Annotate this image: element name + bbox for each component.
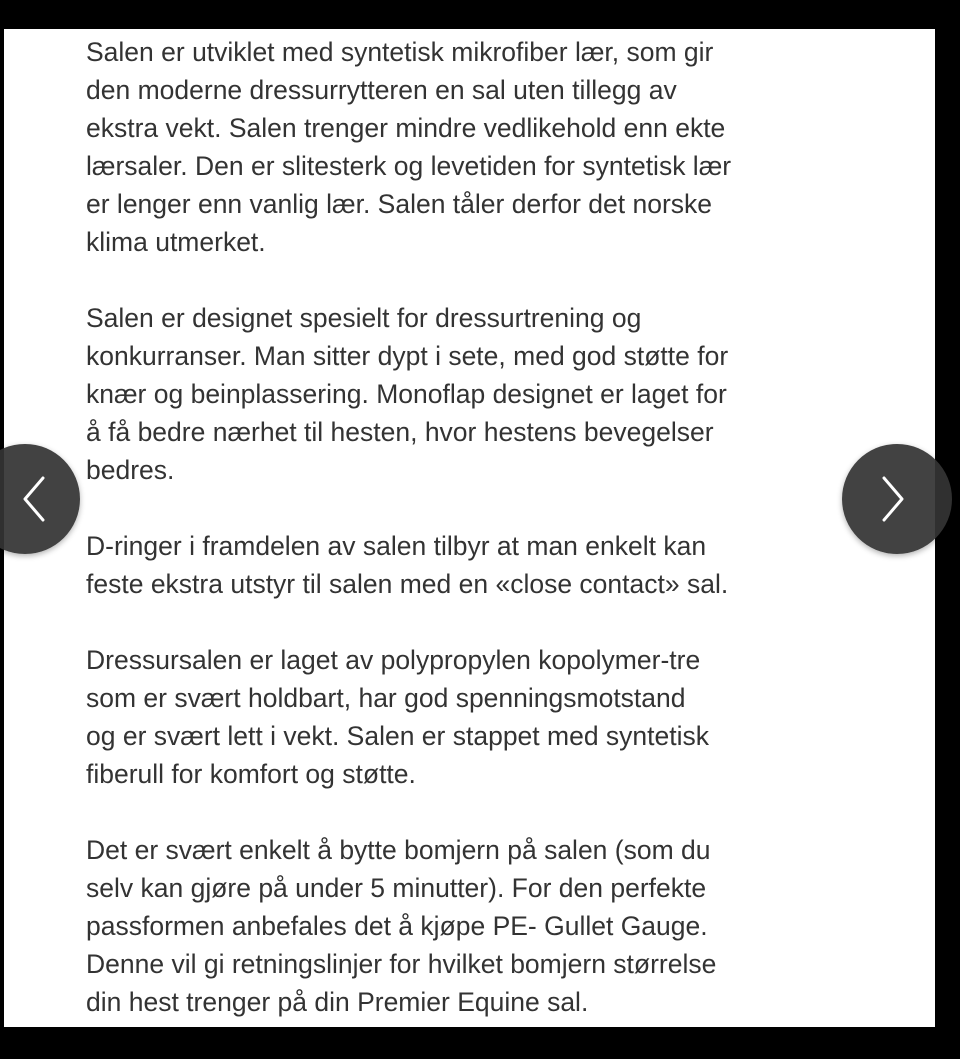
text-line: konkurranser. Man sitter dypt i sete, med god støtte for: [86, 341, 729, 371]
text-line: fiberull for komfort og støtte.: [86, 759, 416, 789]
text-line: feste ekstra utstyr til salen med en «close contact» sal.: [86, 569, 729, 599]
paragraph: [86, 33, 866, 261]
text-line: selv kan gjøre på under 5 minutter). For den perfekte: [86, 873, 707, 903]
text-line: bedres.: [86, 455, 175, 485]
chevron-right-icon: [872, 474, 912, 524]
text-line: Det er svært enkelt å bytte bomjern på salen (som du: [86, 835, 711, 865]
text-line: Salen er designet spesielt for dressurtrening og: [86, 303, 642, 333]
paragraph: [86, 299, 866, 489]
text-line: knær og beinplassering. Monoflap designet er laget for: [86, 379, 727, 409]
text-line: klima utmerket.: [86, 227, 266, 257]
text-line: den moderne dressurrytteren en sal uten tillegg av: [86, 75, 677, 105]
paragraph: [86, 831, 866, 1021]
text-line: å få bedre nærhet til hesten, hvor hestens bevegelser: [86, 417, 714, 447]
description-text: [86, 33, 866, 1059]
paragraph: [86, 641, 866, 793]
text-line: ekstra vekt. Salen trenger mindre vedlikehold enn ekte: [86, 113, 726, 143]
text-line: er lenger enn vanlig lær. Salen tåler derfor det norske: [86, 189, 713, 219]
text-line: og er svært lett i vekt. Salen er stappet med syntetisk: [86, 721, 710, 751]
chevron-left-icon: [15, 474, 55, 524]
text-line: Salen er utviklet med syntetisk mikrofiber lær, som gir: [86, 37, 714, 67]
text-line: Dressursalen er laget av polypropylen kopolymer-tre: [86, 645, 701, 675]
text-line: passformen anbefales det å kjøpe PE- Gullet Gauge.: [86, 911, 708, 941]
content-panel: [4, 29, 935, 1027]
paragraph: [86, 527, 866, 603]
text-line: Denne vil gi retningslinjer for hvilket bomjern størrelse: [86, 949, 717, 979]
text-line: som er svært holdbart, har god spenningsmotstand: [86, 683, 686, 713]
next-button[interactable]: [842, 444, 952, 554]
text-line: D-ringer i framdelen av salen tilbyr at man enkelt kan: [86, 531, 707, 561]
text-line: lærsaler. Den er slitesterk og levetiden for syntetisk lær: [86, 151, 732, 181]
text-line: din hest trenger på din Premier Equine sal.: [86, 987, 589, 1017]
